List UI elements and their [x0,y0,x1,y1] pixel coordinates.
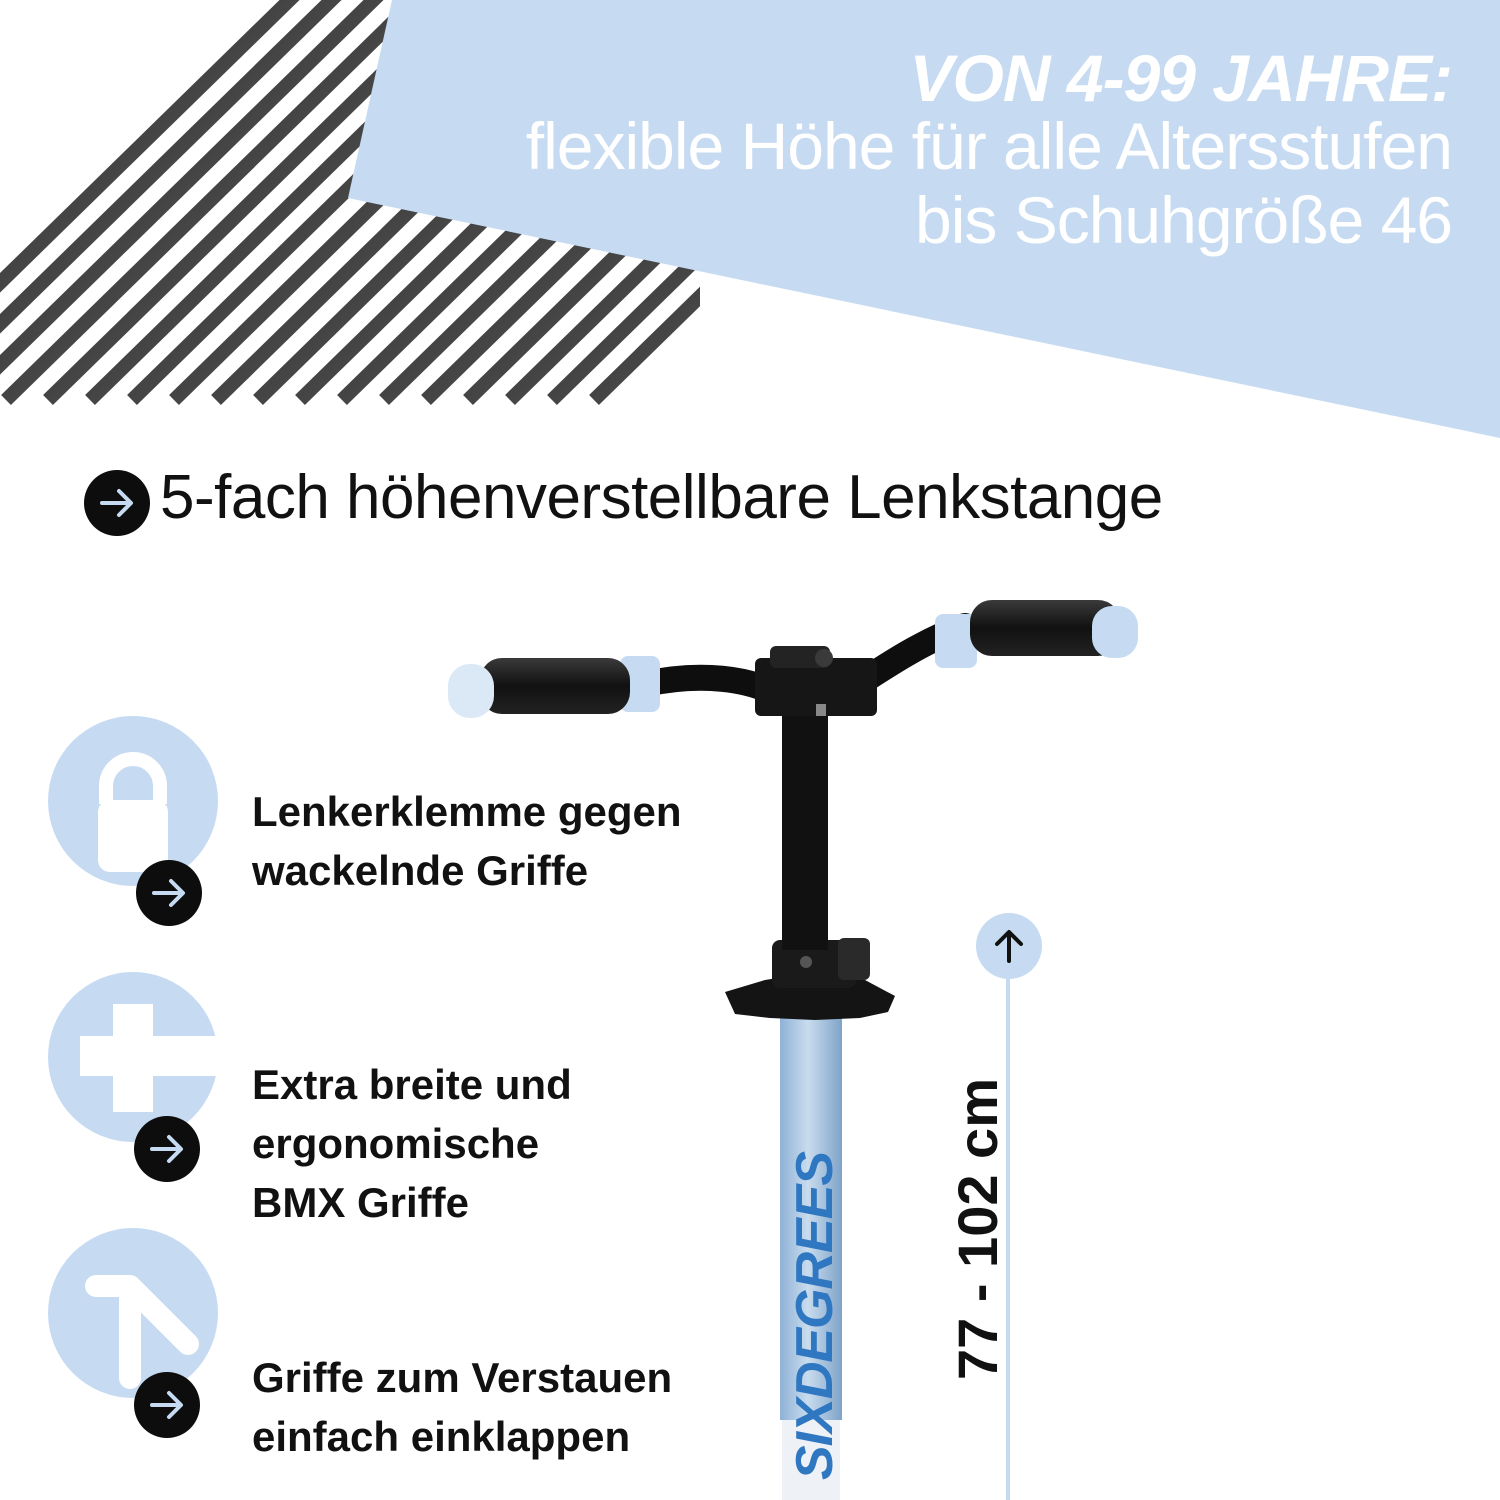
feature-line: einfach einklappen [252,1413,631,1460]
feature-text-bmx-grips [252,1055,572,1232]
height-range-label: 77 - 102 cm [946,1078,1009,1380]
arrow-right-icon [134,1116,200,1182]
arrow-up-icon [976,913,1042,979]
headline-arrow-badge [84,470,150,536]
arrow-right-icon [84,470,150,536]
brand-logo-text: SIXDEGREES [786,1151,844,1480]
height-arrow-circle [976,913,1042,979]
feature-line: Extra breite und [252,1061,572,1108]
feature-arrow-badge [134,1116,200,1182]
feature-text-handlebar-clamp [252,782,682,900]
feature-text-fold-grips [252,1348,672,1466]
header-age-range: VON 4-99 JAHRE: [909,41,1452,115]
feature-line: Griffe zum Verstauen [252,1354,673,1401]
arrow-right-icon [134,1372,200,1438]
feature-arrow-badge [136,860,202,926]
headline: 5-fach höhenverstellbare Lenkstange [160,463,1163,532]
header-subtitle-line1: flexible Höhe für alle Altersstufen [525,109,1452,183]
feature-line: ergonomische [252,1120,540,1167]
feature-line: wackelnde Griffe [252,847,589,894]
feature-line: BMX Griffe [252,1179,470,1226]
arrow-right-icon [136,860,202,926]
feature-line: Lenkerklemme gegen [252,788,682,835]
header-subtitle-line2: bis Schuhgröße 46 [914,183,1452,257]
feature-arrow-badge [134,1372,200,1438]
